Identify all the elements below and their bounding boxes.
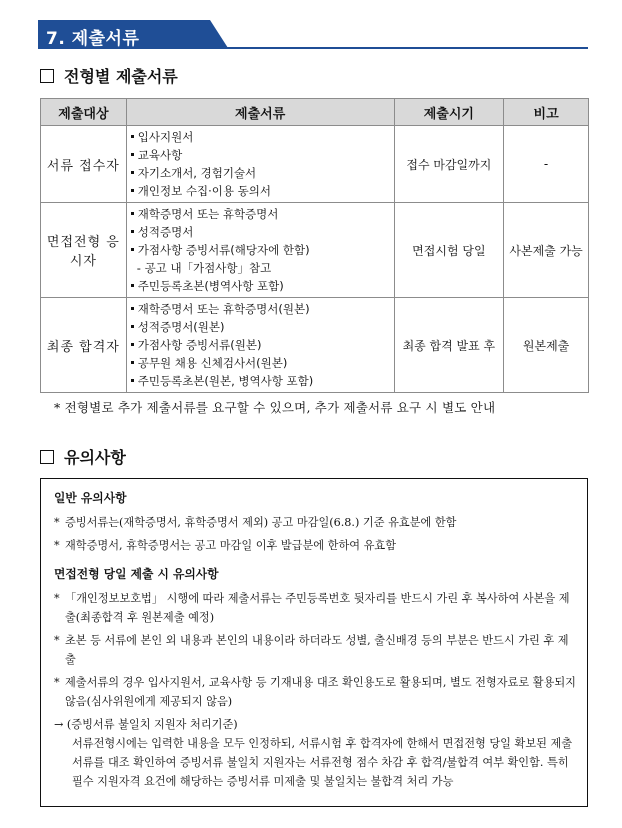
mismatch-criteria-body: 서류전형시에는 입력한 내용을 모두 인정하되, 서류시험 후 합격자에 한해서 면접전형 당일 확보된 제출서류를 대조 확인하여 증빙서류 불일치 지원자는 서류전형 점수 차감 후 합격/불합격 여부 확인함. 특히 필수 지원자격 요건에 해당하는 증빙서류 미제출 및 불일치는 불합격 처리 가능 xyxy=(72,737,573,788)
document-item: 가점사항 증빙서류(해당자에 한함) xyxy=(131,241,390,259)
row-documents xyxy=(126,298,394,393)
subheading-documents xyxy=(40,64,178,87)
row-timing: 접수 마감일까지 xyxy=(394,126,504,203)
asterisk-icon: * xyxy=(54,516,60,529)
bullet-icon xyxy=(131,284,134,287)
header-note: 비고 xyxy=(504,99,589,126)
row-target: 면접전형 응시자 xyxy=(41,203,127,298)
table-footnote: * 전형별로 추가 제출서류를 요구할 수 있으며, 추가 제출서류 요구 시 별도 안내 xyxy=(54,400,496,415)
header-documents: 제출서류 xyxy=(126,99,394,126)
document-item: 가점사항 증빙서류(원본) xyxy=(131,336,390,354)
row-documents xyxy=(126,126,394,203)
mismatch-criteria-title: → (증빙서류 불일치 지원자 처리기준) xyxy=(54,718,238,731)
table-row xyxy=(41,126,589,203)
document-item: 성적증명서 xyxy=(131,223,390,241)
subheading-documents-text: 전형별 제출서류 xyxy=(64,67,178,86)
bullet-icon xyxy=(131,153,134,156)
general-notes-title: 일반 유의사항 xyxy=(54,491,127,505)
row-note: 원본제출 xyxy=(504,298,589,393)
document-item: 재학증명서 또는 휴학증명서 xyxy=(131,205,390,223)
document-item: 자기소개서, 경험기술서 xyxy=(131,164,390,182)
subheading-notes-text: 유의사항 xyxy=(64,448,126,467)
document-item: 개인정보 수집·이용 동의서 xyxy=(131,182,390,200)
bullet-icon xyxy=(131,379,134,382)
table-row xyxy=(41,203,589,298)
row-documents xyxy=(126,203,394,298)
document-item: 재학증명서 또는 휴학증명서(원본) xyxy=(131,300,390,318)
note-item: * 증빙서류는(재학증명서, 휴학증명서 제외) 공고 마감일(6.8.) 기준 유효분에 한함 xyxy=(54,513,577,532)
bullet-icon xyxy=(131,171,134,174)
header-timing: 제출시기 xyxy=(394,99,504,126)
asterisk-icon: * xyxy=(54,539,60,552)
interview-notes-title: 면접전형 당일 제출 시 유의사항 xyxy=(54,567,219,581)
bullet-icon xyxy=(131,248,134,251)
document-item: 공무원 채용 신체검사서(원본) xyxy=(131,354,390,372)
header-target: 제출대상 xyxy=(41,99,127,126)
note-item: * 초본 등 서류에 본인 외 내용과 본인의 내용이라 하더라도 성별, 출신배경 등의 부분은 반드시 가린 후 제출 xyxy=(54,631,577,669)
asterisk-icon: * xyxy=(54,676,60,689)
note-item: * 제출서류의 경우 입사지원서, 교육사항 등 기재내용 대조 확인용도로 활용되며, 별도 전형자료로 활용되지 않음(심사위원에게 제공되지 않음) xyxy=(54,673,577,711)
row-target: 서류 접수자 xyxy=(41,126,127,203)
bullet-icon xyxy=(131,135,134,138)
row-timing: 최종 합격 발표 후 xyxy=(394,298,504,393)
checkbox-square-icon xyxy=(40,69,54,83)
bullet-icon xyxy=(131,307,134,310)
row-note: - xyxy=(504,126,589,203)
table-header-row xyxy=(41,99,589,126)
note-item: * 재학증명서, 휴학증명서는 공고 마감일 이후 발급분에 한하여 유효함 xyxy=(54,536,577,555)
note-item: * 「개인정보보호법」 시행에 따라 제출서류는 주민등록번호 뒷자리를 반드시 가린 후 복사하여 사본을 제출(최종합격 후 원본제출 예정) xyxy=(54,589,577,627)
document-subitem: - 공고 내「가점사항」참고 xyxy=(136,261,272,275)
document-item: 교육사항 xyxy=(131,146,390,164)
document-item: 성적증명서(원본) xyxy=(131,318,390,336)
documents-table xyxy=(40,98,589,393)
bullet-icon xyxy=(131,343,134,346)
table-row xyxy=(41,298,589,393)
bullet-icon xyxy=(131,325,134,328)
asterisk-icon: * xyxy=(54,592,60,605)
asterisk-icon: * xyxy=(54,634,60,647)
notes-box xyxy=(40,478,588,807)
bullet-icon xyxy=(131,361,134,364)
subheading-notes xyxy=(40,445,126,468)
section-banner xyxy=(38,20,588,50)
bullet-icon xyxy=(131,189,134,192)
bullet-icon xyxy=(131,212,134,215)
document-item: 주민등록초본(병역사항 포함) xyxy=(131,277,390,295)
checkbox-square-icon xyxy=(40,450,54,464)
document-item: 입사지원서 xyxy=(131,128,390,146)
document-item: 주민등록초본(원본, 병역사항 포함) xyxy=(131,372,390,390)
bullet-icon xyxy=(131,230,134,233)
row-timing: 면접시험 당일 xyxy=(394,203,504,298)
section-title: 7. 제출서류 xyxy=(46,29,140,49)
row-note: 사본제출 가능 xyxy=(504,203,589,298)
row-target: 최종 합격자 xyxy=(41,298,127,393)
